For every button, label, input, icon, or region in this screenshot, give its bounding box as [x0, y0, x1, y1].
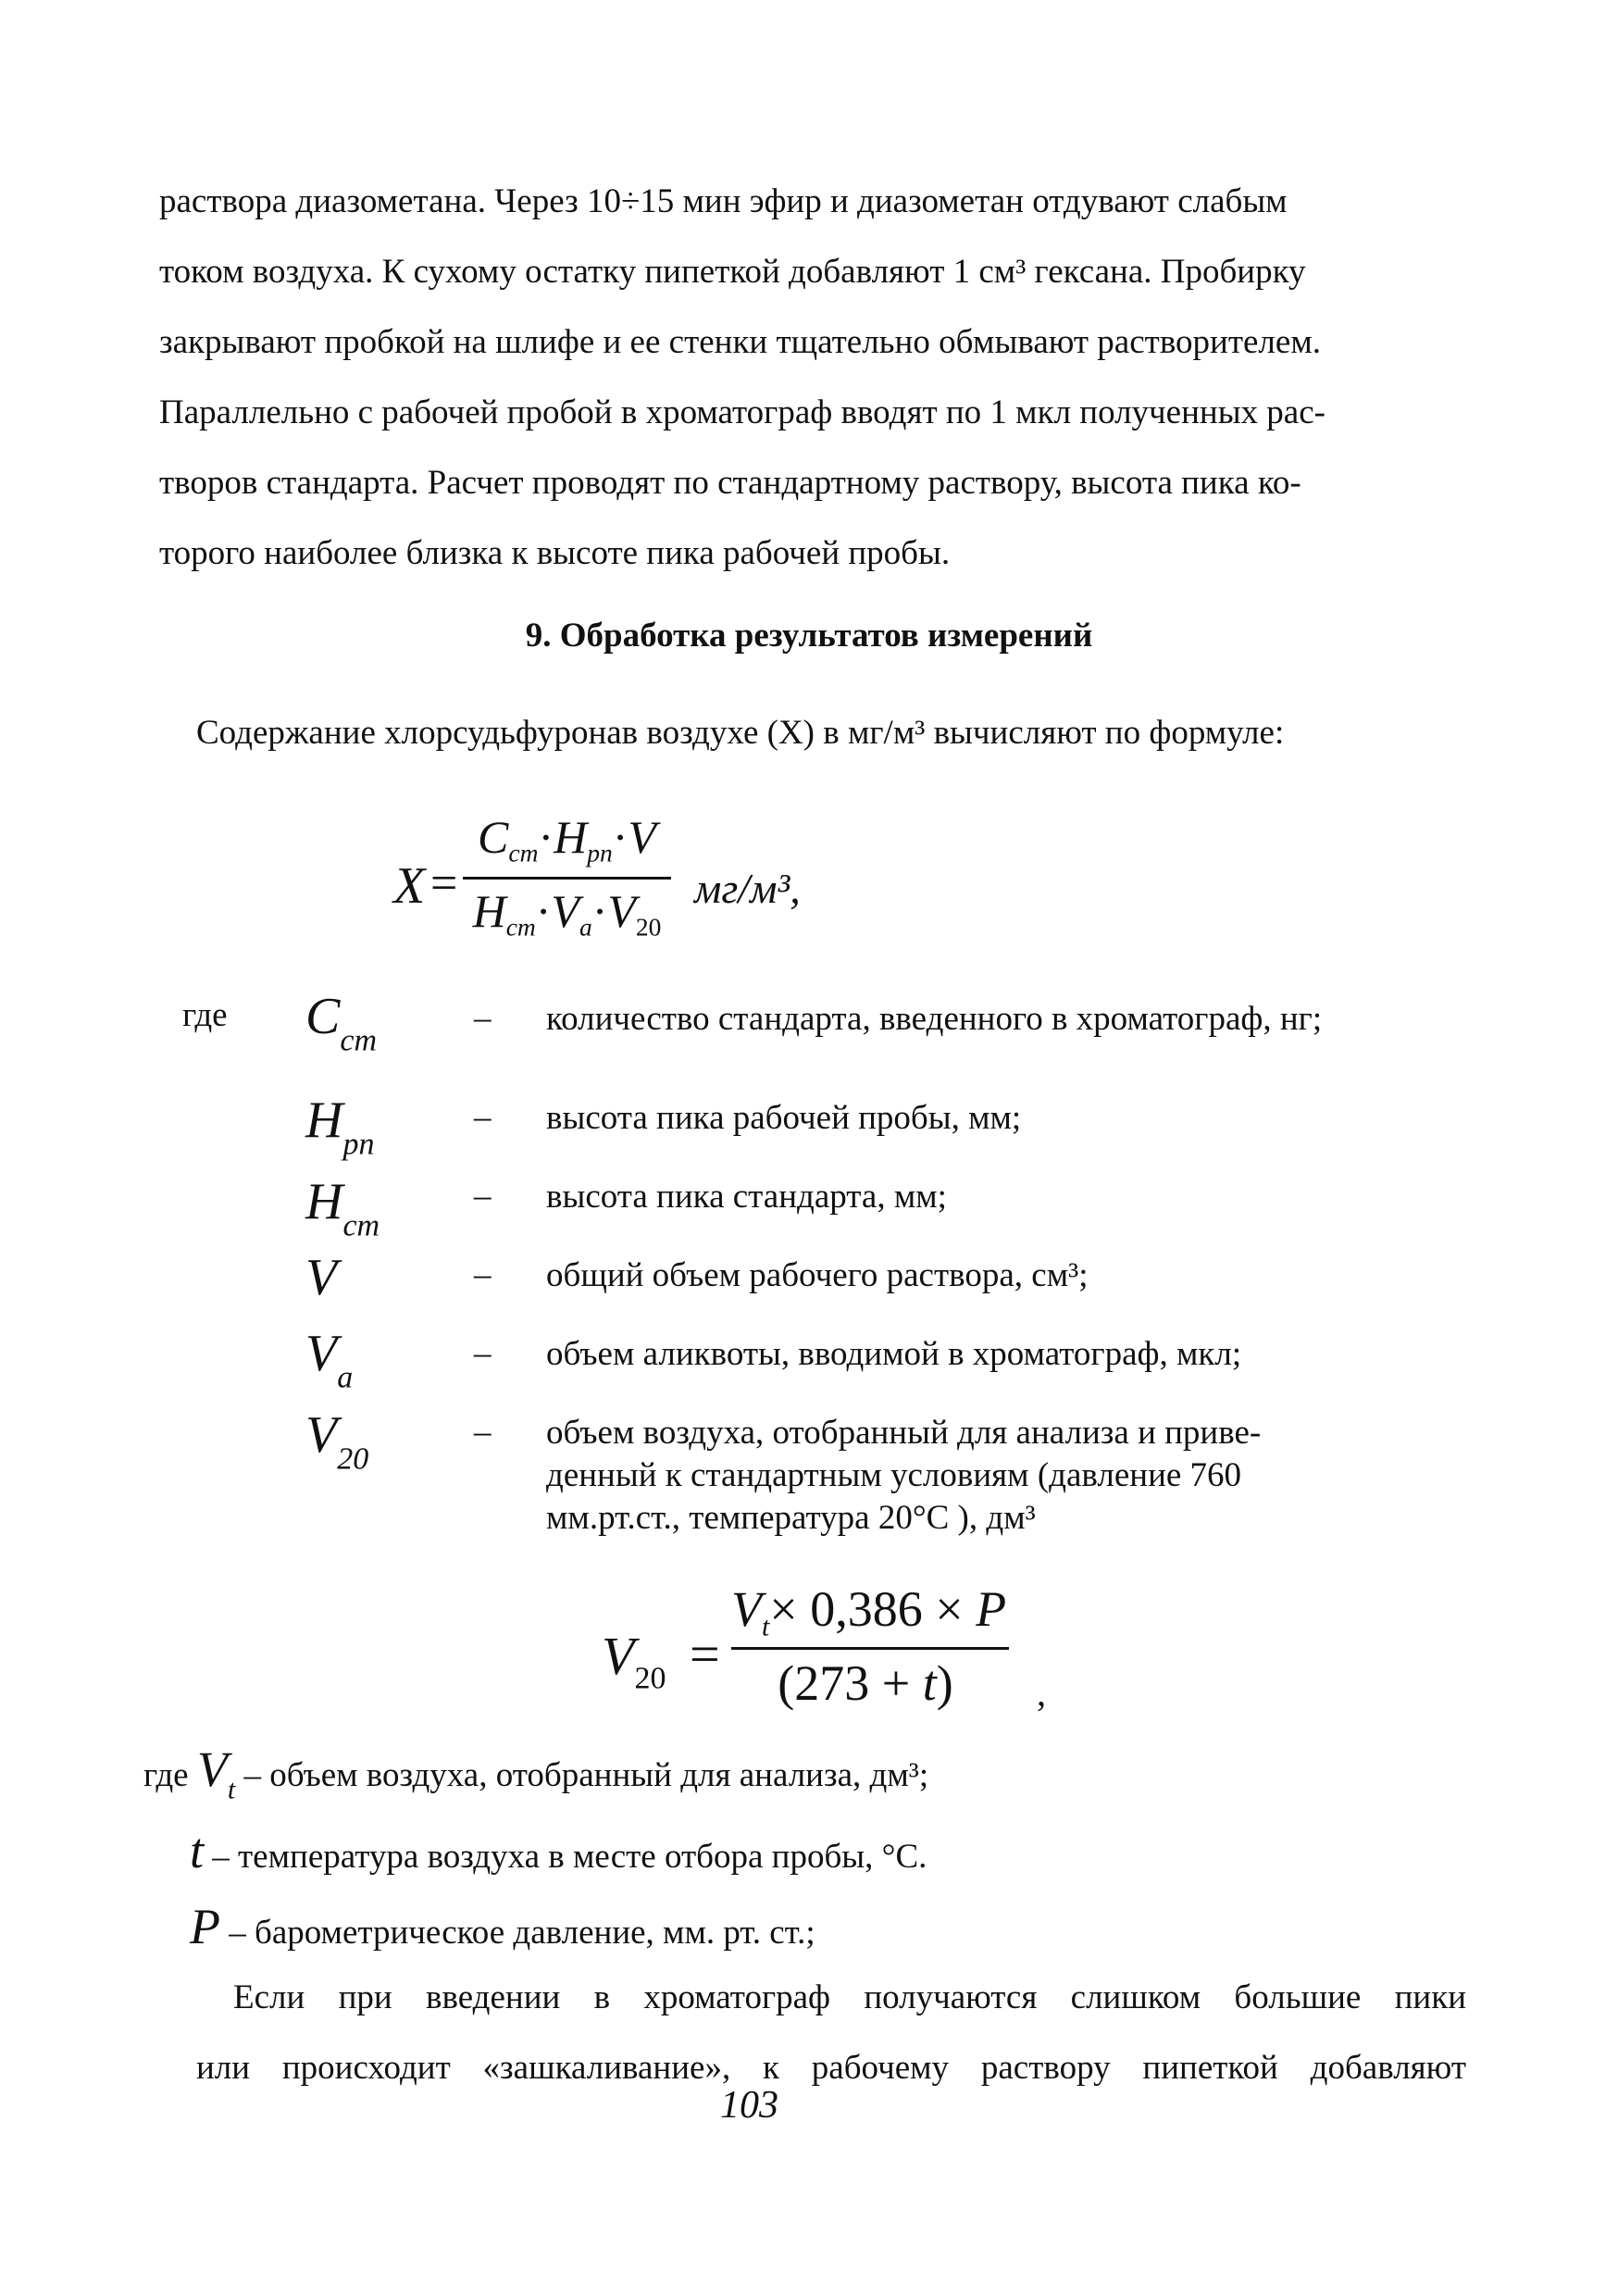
symbol-letter: V [305, 1406, 338, 1464]
definition-dash: – [474, 1413, 492, 1451]
symbol-letter: H [305, 1173, 343, 1230]
where2-line [190, 1898, 815, 1955]
numerator-c-sub: ст [508, 838, 539, 867]
definition-symbol [305, 1174, 380, 1254]
symbol-subscript: 20 [337, 1441, 369, 1477]
where2-prefix: где [143, 1756, 197, 1794]
formula2-denominator [731, 1654, 1000, 1712]
den-right: ) [936, 1655, 953, 1711]
definition-text: объем аликвоты, вводимой в хроматограф, мкл; [546, 1335, 1242, 1373]
text-line: или происходит «зашкаливание», к рабочему раствору пипеткой добавляют [196, 2049, 1466, 2087]
symbol-letter: H [305, 1092, 343, 1149]
denominator-dot: · [535, 885, 552, 937]
fraction-bar [731, 1647, 1009, 1650]
section-heading: 9. Обработка результатов измерений [525, 617, 1093, 655]
den-t: t [922, 1655, 937, 1711]
text-line: током воздуха. К сухому остатку пипеткой добавляют 1 см³ гексана. Пробирку [159, 253, 1306, 291]
definition-symbol [305, 989, 377, 1069]
lhs-letter: V [602, 1626, 635, 1686]
text-line: Если при введении в хроматограф получаются слишком большие пики [233, 1978, 1466, 2016]
symbol-subscript: ст [342, 1208, 380, 1243]
definition-symbol [305, 1092, 374, 1173]
page-number: 103 [720, 2084, 778, 2127]
definition-dash: – [474, 1255, 492, 1293]
definition-text: высота пика рабочей пробы, мм; [546, 1099, 1022, 1137]
symbol-letter: V [305, 1325, 338, 1382]
definition-text: объем воздуха, отобранный для анализа и приве-денный к стандартным условиям (давление 760 мм.рт.ст., температура 20°С ), дм³ [546, 1414, 1262, 1537]
text-line: Параллельно с рабочей пробой в хроматограф вводят по 1 мкл полученных рас- [159, 393, 1326, 431]
definition-text: количество стандарта, введенного в хроматограф, нг; [546, 1000, 1323, 1038]
denominator-h-sub: ст [505, 912, 536, 942]
fraction-bar [463, 877, 671, 880]
numerator-h-sub: рп [587, 838, 613, 867]
denominator-v20: V [607, 885, 636, 937]
numerator-v: V [628, 811, 656, 863]
formula-unit: мг/м³, [694, 865, 801, 912]
formula-denominator [467, 884, 666, 942]
definition-dash: – [474, 1098, 492, 1136]
where-label: где [182, 996, 228, 1034]
intro-text: Содержание хлорсудьфуронав воздухе (X) в мг/м³ вычисляют по формуле: [196, 714, 1285, 752]
symbol-subscript: ст [340, 1023, 378, 1058]
denominator-va-sub: a [579, 912, 592, 942]
where2-variable: P [190, 1899, 220, 1954]
definition-dash: – [474, 999, 492, 1037]
symbol-letter: C [305, 988, 341, 1045]
formula-lhs: X [393, 857, 426, 915]
num-v-sub: t [762, 1612, 770, 1642]
denominator-v20-sub: 20 [635, 912, 662, 942]
definition-text: общий объем рабочего раствора, см³; [546, 1256, 1089, 1294]
definition-text: высота пика стандарта, мм; [546, 1178, 947, 1216]
paragraph-top [159, 167, 1466, 589]
numerator-c: C [478, 811, 509, 863]
definition-symbol [305, 1250, 337, 1330]
symbol-subscript: рп [342, 1127, 375, 1162]
denominator-va: V [551, 885, 579, 937]
formula-equals: = [430, 857, 458, 910]
definition-dash: – [474, 1177, 492, 1215]
definition-symbol [305, 1407, 368, 1488]
definition-dash: – [474, 1334, 492, 1372]
numerator-h: H [554, 811, 588, 863]
text-line: раствора диазометана. Через 10÷15 мин эфир и диазометан отдувают слабым [159, 182, 1288, 220]
where2-variable: V [196, 1741, 228, 1797]
text-line: закрывают пробкой на шлифе и ее стенки тщательно обмывают растворителем. [159, 323, 1321, 361]
where2-text: – температура воздуха в месте отбора пробы, °С. [204, 1838, 927, 1876]
symbol-subscript: a [337, 1360, 354, 1395]
where2-line [190, 1822, 927, 1879]
formula-main [393, 810, 912, 977]
text-line: торого наиболее близка к высоте пика рабочей пробы. [159, 534, 951, 572]
num-rest: × 0,386 × [769, 1581, 977, 1637]
formula2-equals: = [690, 1624, 720, 1684]
numerator-dot: · [612, 811, 629, 863]
where2-text: – объем воздуха, отобранный для анализа, дм³; [235, 1756, 929, 1794]
formula2-comma: , [1037, 1672, 1046, 1714]
symbol-letter: V [305, 1249, 338, 1306]
denominator-h: H [472, 885, 506, 937]
num-v: V [731, 1581, 762, 1637]
denominator-dot: · [591, 885, 608, 937]
numerator-dot: · [538, 811, 554, 863]
where2-line [143, 1741, 928, 1806]
where2-variable: t [190, 1823, 205, 1878]
lhs-subscript: 20 [634, 1661, 666, 1696]
where2-text: – барометрическое давление, мм. рт. ст.; [220, 1914, 815, 1952]
formula2-lhs [602, 1625, 666, 1696]
num-p: P [976, 1581, 1007, 1637]
text-line: творов стандарта. Расчет проводят по стандартному раствору, высота пика ко- [159, 464, 1301, 502]
formula-v20 [602, 1581, 1083, 1736]
formula-numerator [467, 810, 666, 868]
formula2-numerator [731, 1580, 1007, 1642]
paragraph-bottom [196, 1963, 1466, 2103]
where2-variable-sub: t [227, 1774, 236, 1805]
den-left: (273 + [778, 1655, 923, 1711]
definition-symbol [305, 1326, 353, 1406]
